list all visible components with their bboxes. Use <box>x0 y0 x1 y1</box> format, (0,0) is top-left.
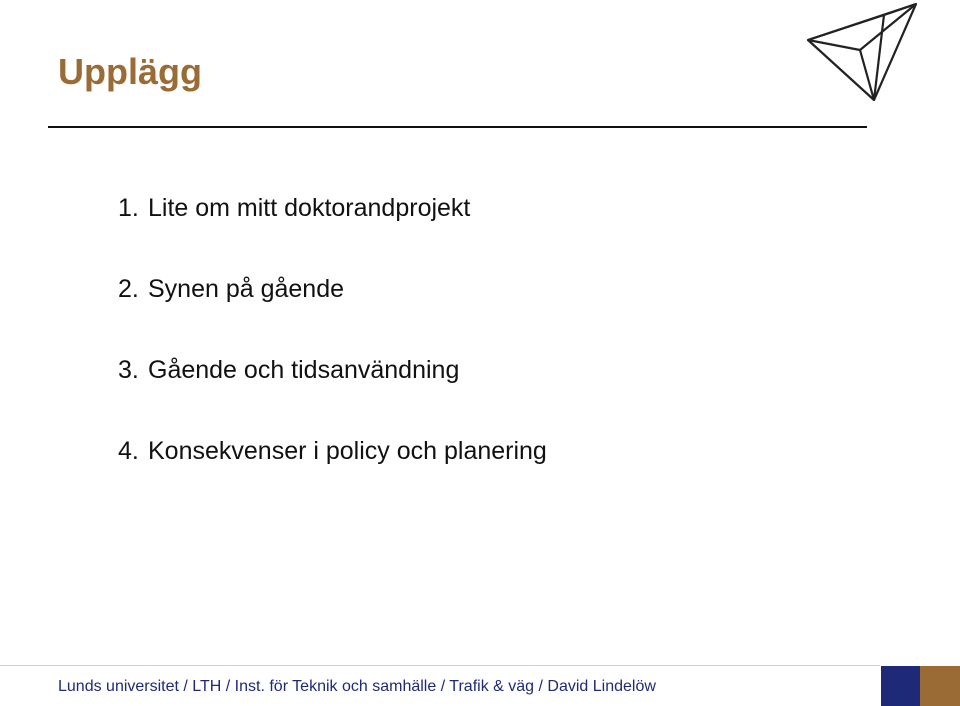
page-title: Upplägg <box>58 51 202 92</box>
item-text: Lite om mitt doktorandprojekt <box>148 194 471 222</box>
item-text: Gående och tidsanvändning <box>148 356 460 384</box>
lth-triangle-logo-icon <box>800 0 925 106</box>
footer-text: Lunds universitet / LTH / Inst. för Teknik och samhälle / Trafik & väg / David Lindelöw <box>58 678 656 695</box>
title-divider <box>48 126 867 128</box>
list-item <box>118 190 547 226</box>
item-number: 1. <box>118 194 139 222</box>
list-item <box>118 433 547 469</box>
footer-color-block-blue <box>881 666 920 706</box>
footer-divider <box>0 665 880 666</box>
footer-color-block-bronze <box>920 666 960 706</box>
item-number: 4. <box>118 437 139 465</box>
item-text: Konsekvenser i policy och planering <box>148 437 547 465</box>
item-text: Synen på gående <box>148 275 345 303</box>
item-number: 2. <box>118 275 139 303</box>
agenda-list <box>118 190 547 514</box>
list-item <box>118 352 547 388</box>
item-number: 3. <box>118 356 139 384</box>
list-item <box>118 271 547 307</box>
